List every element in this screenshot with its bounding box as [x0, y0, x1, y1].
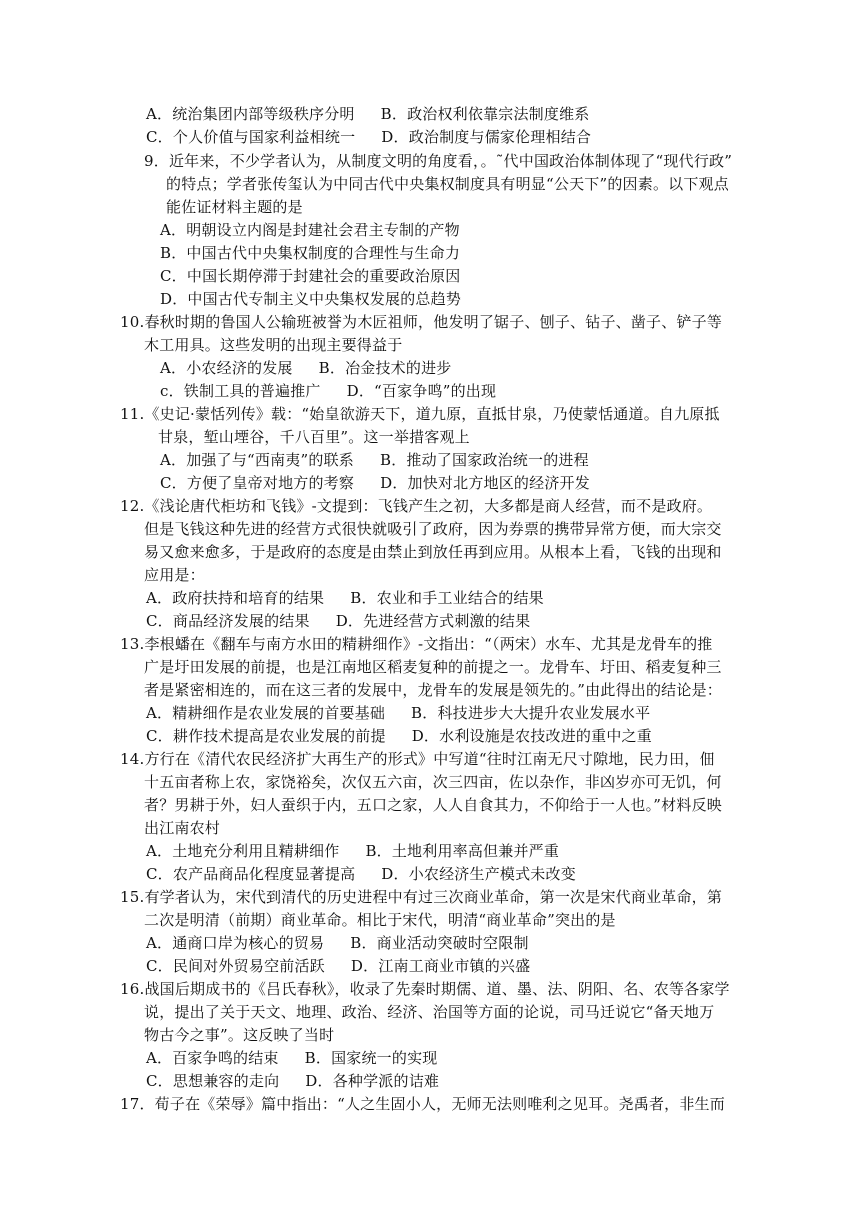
q13-option-d: D．水利设施是农技改进的重中之重 [411, 727, 652, 745]
q15-stem-line-2: 二次是明清（前期）商业革命。相比于宋代，明清“商业革命”突出的是 [144, 911, 616, 929]
q14-stem-line-4: 出江南农村 [144, 819, 221, 837]
q12-option-c: C．商品经济发展的结果 [146, 612, 310, 630]
q10-options-row-1 [160, 358, 451, 378]
q16-stem-line-3: 物古今之事”。这反映了当时 [144, 1026, 335, 1044]
q10-stem-line-1: 10.春秋时期的鲁国人公输班被誉为木匠祖师，他发明了锯子、刨子、钻子、凿子、铲子等 [120, 313, 723, 331]
q17-stem-line-1: 17．荀子在《荣辱》篇中指出：“人之生固小人，无师无法则唯利之见耳。尧禹者，非生而 [120, 1095, 725, 1113]
q13-stem-line-1: 13.李根蟠在《翻车与南方水田的精耕细作》-文指出：“（两宋）水车、尤其是龙骨车的推 [120, 635, 713, 653]
q9-stem-line-1: 9．近年来，不少学者认为，从制度文明的角度看，。˜代中国政治体制体现了“现代行政” [144, 152, 733, 170]
q12-stem-line-3: 易又愈来愈多，于是政府的态度是由禁止到放任再到应用。从根本上看，飞钱的出现和 [144, 543, 722, 561]
q12-option-a: A．政府扶持和培育的结果 [146, 589, 325, 607]
q16-options-row-2 [146, 1071, 439, 1091]
q8-options-row-2 [146, 127, 591, 147]
q13-options-row-2 [146, 726, 652, 746]
q16-option-d: D．各种学派的诘难 [305, 1072, 440, 1090]
q11-option-a: A．加强了与“西南夷”的联系 [160, 451, 354, 469]
q12-stem-line-2: 但是飞钱这种先进的经营方式很快就吸引了政府，因为券票的携带异常方便，而大宗交 [144, 520, 722, 538]
q16-option-b: B．国家统一的实现 [304, 1049, 438, 1067]
q10-option-d: D．“百家争鸣”的出现 [346, 382, 497, 400]
q9-stem-line-2: 的特点；学者张传玺认为中同古代中央集权制度具有明显“公天下”的因素。以下观点 [166, 175, 729, 193]
q15-stem-line-1: 15.有学者认为，宋代到清代的历史进程中有过三次商业革命，第一次是宋代商业革命，第 [120, 888, 723, 906]
q10-option-c: c．铁制工具的普遍推广 [160, 382, 321, 400]
q15-option-a: A．通商口岸为核心的贸易 [146, 934, 325, 952]
q11-option-b: B．推动了国家政治统一的进程 [379, 451, 589, 469]
q15-options-row-1 [146, 933, 529, 953]
q16-stem-line-2: 说，提出了关于天文、地理、政治、经济、治国等方面的论说，司马迁说它“备天地万 [144, 1003, 715, 1021]
q14-options-row-1 [146, 841, 559, 861]
q12-stem-line-4: 应用是： [144, 566, 205, 584]
q14-option-c: C．农产品商品化程度显著提高 [146, 865, 356, 883]
q14-stem-line-1: 14.方行在《清代农民经济扩大再生产的形式》中写道“往时江南无尺寸隙地，民力田，佃 [120, 750, 715, 768]
q14-stem-line-3: 者？男耕于外，妇人蚕织于内，五口之家，人人自食其力，不仰给于一人也。”材料反映 [144, 796, 722, 814]
q11-option-d: D．加快对北方地区的经济开发 [380, 474, 590, 492]
q12-option-b: B．农业和手工业结合的结果 [350, 589, 544, 607]
q13-option-c: C．耕作技术提高是农业发展的前提 [146, 727, 386, 745]
q12-option-d: D．先进经营方式刺激的结果 [335, 612, 531, 630]
q13-option-b: B．科技进步大大提升农业发展水平 [411, 704, 651, 722]
q9-stem-line-3: 能佐证材料主题的是 [166, 198, 303, 216]
q9-option-c: C．中国长期停滞于封建社会的重要政治原因 [160, 267, 461, 285]
q13-stem-line-2: 广是圩田发展的前提，也是江南地区稻麦复种的前提之一。龙骨车、圩田、稻麦复种三 [144, 658, 722, 676]
q13-stem-line-3: 者是紧密相连的，而在这三者的发展中，龙骨车的发展是领先的。”由此得出的结论是： [144, 681, 722, 699]
q13-option-a: A．精耕细作是农业发展的首要基础 [146, 704, 386, 722]
q14-option-a: A．土地充分利用且精耕细作 [146, 842, 340, 860]
q8-option-a: A．统治集团内部等级秩序分明 [146, 105, 355, 123]
q10-stem-line-2: 木工用具。这些发明的出现主要得益于 [144, 336, 403, 354]
q11-option-c: C．方便了皇帝对地方的考察 [160, 474, 355, 492]
q11-options-row-1 [160, 450, 589, 470]
q15-option-d: D．江南工商业市镇的兴盛 [350, 957, 531, 975]
q8-option-c: C．个人价值与国家利益相统一 [146, 128, 356, 146]
q11-stem-line-2: 甘泉，堑山堙谷，千八百里”。这一举措客观上 [158, 428, 470, 446]
q16-options-row-1 [146, 1048, 437, 1068]
q10-option-a: A．小农经济的发展 [160, 359, 293, 377]
q16-option-c: C．思想兼容的走向 [146, 1072, 280, 1090]
q11-stem-line-1: 11.《史记·蒙恬列传》载：“始皇欲游天下，道九原，直抵甘泉，乃使蒙恬通道。自九原抵 [120, 405, 720, 423]
q8-options-row-1 [146, 104, 589, 124]
q11-options-row-2 [160, 473, 590, 493]
q13-options-row-1 [146, 703, 650, 723]
q14-stem-line-2: 十五亩者称上农，家饶裕矣，次仅五六亩，次三四亩，佐以杂作，非凶岁亦可无饥，何 [144, 773, 722, 791]
q16-option-a: A．百家争鸣的结束 [146, 1049, 279, 1067]
q12-options-row-1 [146, 588, 544, 608]
q9-option-d: D．中国古代专制主义中央集权发展的总趋势 [160, 290, 462, 308]
q16-stem-line-1: 16.战国后期成书的《吕氏春秋》，收录了先秦时期儒、道、墨、法、阴阳、名、农等各家学 [120, 980, 730, 998]
q10-option-b: B．冶金技术的进步 [318, 359, 452, 377]
q12-stem-line-1: 12.《浅论唐代柜坊和飞钱》-文提到：飞钱产生之初，大多都是商人经营，而不是政府。 [120, 497, 713, 515]
q12-options-row-2 [146, 611, 530, 631]
q14-option-d: D．小农经济生产模式未改变 [381, 865, 576, 883]
q10-options-row-2 [160, 381, 496, 401]
q15-option-c: C．民间对外贸易空前活跃 [146, 957, 325, 975]
q9-option-b: B．中国古代中央集权制度的合理性与生命力 [160, 244, 461, 262]
q14-option-b: B．土地利用率高但兼并严重 [365, 842, 560, 860]
q8-option-d: D．政治制度与儒家伦理相结合 [381, 128, 592, 146]
q9-option-a: A．明朝设立内阁是封建社会君主专制的产物 [160, 221, 460, 239]
q15-option-b: B．商业活动突破时空限制 [350, 934, 529, 952]
q14-options-row-2 [146, 864, 576, 884]
q8-option-b: B．政治权利依靠宗法制度维系 [380, 105, 590, 123]
q15-options-row-2 [146, 956, 530, 976]
